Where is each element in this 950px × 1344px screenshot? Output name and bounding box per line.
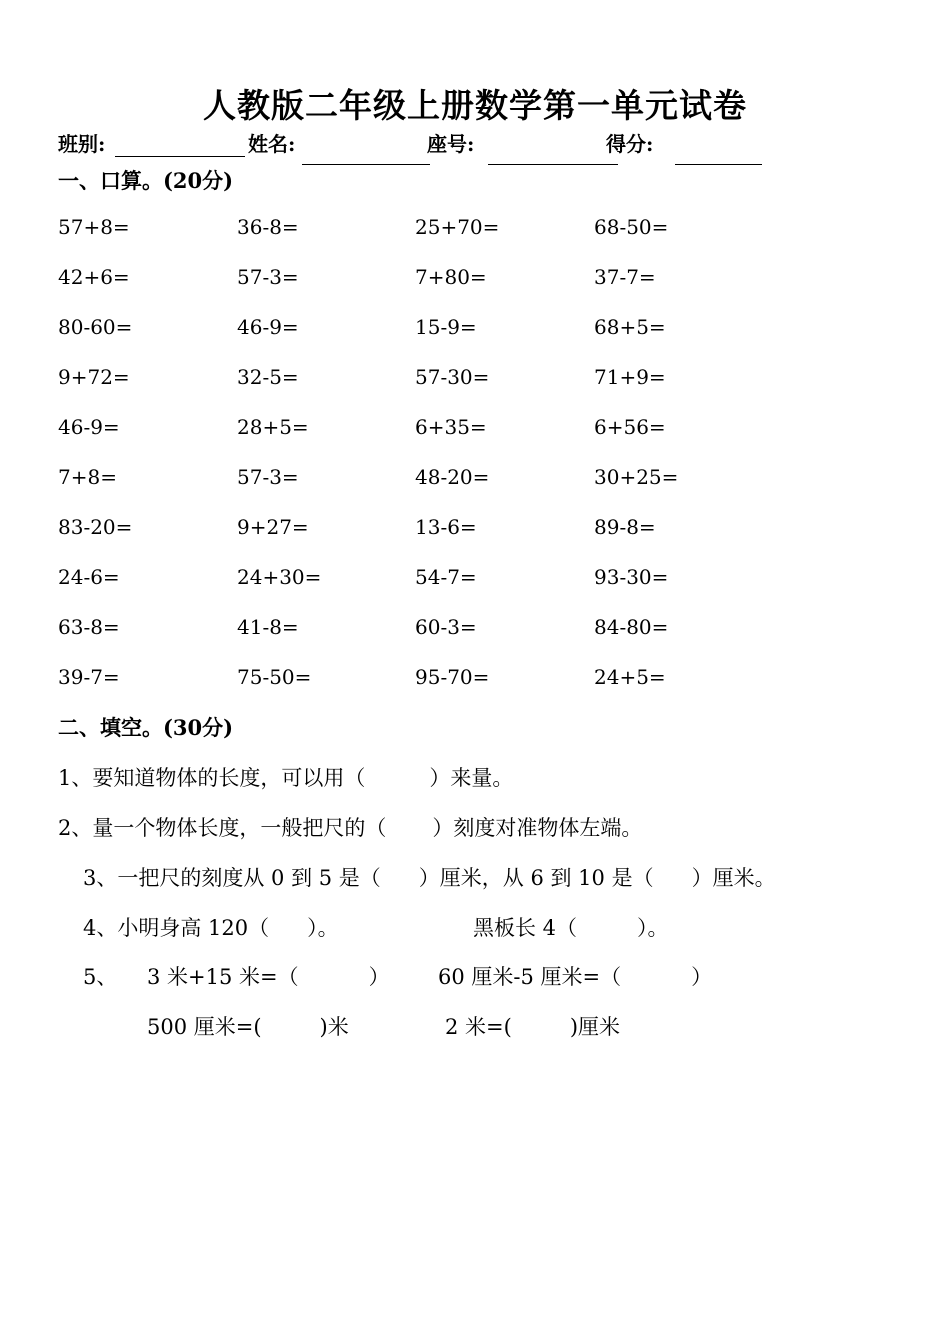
question-5-text-d: ） [691, 965, 713, 989]
question-2-text-b: ）刻度对准物体左端。 [432, 816, 643, 840]
calc-problem: 36-8= [237, 215, 299, 239]
name-label: 姓名: [248, 132, 296, 156]
calc-problem: 80-60= [58, 315, 133, 339]
question-6-text-c: 2 米=( [445, 1015, 512, 1039]
calc-problem: 24-6= [58, 565, 120, 589]
calc-problem: 89-8= [594, 515, 656, 539]
calc-problem: 75-50= [237, 665, 312, 689]
question-6-text-d: )厘米 [569, 1015, 621, 1039]
name-blank[interactable] [302, 164, 430, 165]
calc-problem: 28+5= [237, 415, 309, 439]
question-2-text-a: 2、量一个物体长度，一般把尺的（ [58, 816, 387, 840]
score-blank[interactable] [675, 164, 762, 165]
question-1 [58, 762, 513, 792]
calc-problem: 54-7= [415, 565, 477, 589]
calc-problem: 24+5= [594, 665, 666, 689]
seat-label: 座号: [427, 132, 475, 156]
question-4-text-d: ）。 [637, 916, 669, 940]
question-1-text-a: 1、要知道物体的长度，可以用（ [58, 766, 366, 790]
calc-problem: 7+80= [415, 265, 487, 289]
question-3-text-a: 3、一把尺的刻度从 0 到 5 是（ [83, 866, 381, 890]
calc-problem: 57+8= [58, 215, 130, 239]
question-6-part-2 [445, 1011, 620, 1041]
question-5-text-b: ） [368, 965, 390, 989]
calc-problem: 6+56= [594, 415, 666, 439]
question-4 [83, 912, 339, 942]
question-5-part-1 [147, 961, 390, 991]
calc-problem: 32-5= [237, 365, 299, 389]
calc-problem: 9+72= [58, 365, 130, 389]
section-2-heading: 二、填空。(30分) [58, 715, 234, 740]
calc-problem: 37-7= [594, 265, 656, 289]
class-blank[interactable] [115, 156, 245, 157]
calc-problem: 83-20= [58, 515, 133, 539]
question-4-text-c: 黑板长 4（ [473, 916, 578, 940]
calc-problem: 68-50= [594, 215, 669, 239]
question-3-text-b: ）厘米，从 6 到 10 是（ [418, 866, 654, 890]
calc-problem: 42+6= [58, 265, 130, 289]
question-5-text-a: 3 米+15 米=（ [147, 965, 299, 989]
calc-problem: 30+25= [594, 465, 679, 489]
calc-problem: 39-7= [58, 665, 120, 689]
question-6-part-1 [147, 1011, 349, 1041]
question-6-text-b: )米 [319, 1015, 349, 1039]
question-5-part-2 [438, 961, 712, 991]
calc-problem: 9+27= [237, 515, 309, 539]
seat-blank[interactable] [488, 164, 618, 165]
calc-problem: 46-9= [237, 315, 299, 339]
calc-problem: 13-6= [415, 515, 477, 539]
question-2 [58, 812, 642, 842]
calc-problem: 24+30= [237, 565, 322, 589]
question-4-text-a: 4、小明身高 120（ [83, 916, 270, 940]
calc-problem: 6+35= [415, 415, 487, 439]
question-6-text-a: 500 厘米=( [147, 1015, 262, 1039]
calc-problem: 57-3= [237, 265, 299, 289]
calc-problem: 57-30= [415, 365, 490, 389]
calc-problem: 71+9= [594, 365, 666, 389]
question-5-text-c: 60 厘米-5 厘米=（ [438, 965, 622, 989]
question-3 [83, 862, 776, 892]
calc-problem: 60-3= [415, 615, 477, 639]
question-1-text-b: ）来量。 [429, 766, 514, 790]
calc-problem: 68+5= [594, 315, 666, 339]
calc-problem: 46-9= [58, 415, 120, 439]
calc-problem: 41-8= [237, 615, 299, 639]
calc-problem: 15-9= [415, 315, 477, 339]
section-1-heading: 一、口算。(20分) [58, 168, 234, 193]
calc-problem: 84-80= [594, 615, 669, 639]
calc-problem: 25+70= [415, 215, 500, 239]
question-5-number: 5、 [83, 965, 118, 989]
calc-problem: 93-30= [594, 565, 669, 589]
calc-problem: 7+8= [58, 465, 117, 489]
calc-problem: 48-20= [415, 465, 490, 489]
page-title: 人教版二年级上册数学第一单元试卷 [203, 86, 747, 125]
question-3-text-c: ）厘米。 [691, 866, 776, 890]
calc-problem: 95-70= [415, 665, 490, 689]
calc-problem: 57-3= [237, 465, 299, 489]
class-label: 班别: [58, 132, 106, 156]
calc-problem: 63-8= [58, 615, 120, 639]
score-label: 得分: [606, 132, 654, 156]
question-4-part-2 [473, 912, 669, 942]
question-4-text-b: ）。 [307, 916, 339, 940]
